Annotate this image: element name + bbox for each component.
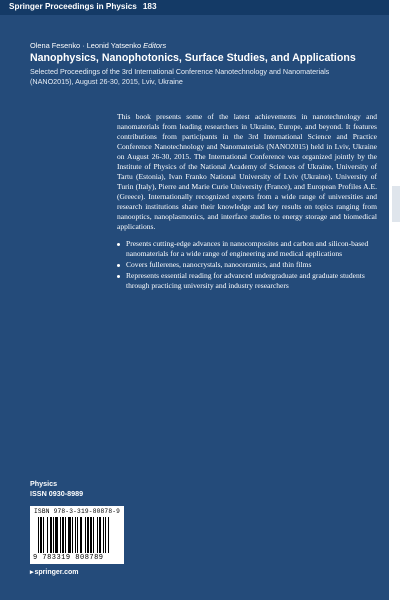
- editor-names: Olena Fesenko · Leonid Yatsenko: [30, 41, 142, 50]
- feature-item: Covers fullerenes, nanocrystals, nanoceramics, and thin films: [117, 260, 377, 270]
- series-number: 183: [142, 2, 157, 11]
- subject-label: Physics: [30, 479, 58, 488]
- issn-label: ISSN 0930-8989: [30, 489, 84, 498]
- website-text: springer.com: [34, 569, 79, 576]
- arrow-right-icon: ▸: [30, 569, 34, 576]
- editors-line: [30, 41, 166, 50]
- subtitle-line-1: Selected Proceedings of the 3rd International Conference Nanotechnology and Nanomaterials: [30, 67, 330, 76]
- book-description: This book presents some of the latest achievements in nanotechnology and nanomaterials from leading researchers in Ukraine, Europe, and beyond. It features contributions from participants in the 3rd International Science and Practice Conference Nanotechnology and Nanomaterials (NANO2015) held in Lviv, Ukraine on August 26-30, 2015. The International Conference was organized jointly by the Institute of Physics of the National Academy of Sciences of Ukraine, University of Tartu (Estonia), Ivan Franko National University of Lviv (Ukraine), University of Turin (Italy), Pierre and Marie Curie University (France), and European Profiles A.E. (Greece). Internationally recognized experts from a wide range of universities and research institutions share their knowledge and key results on topics ranging from nanooptics, nanoplasmonics, and interface studies to energy storage and biomedical applications.: [117, 112, 377, 231]
- series-line: [9, 2, 157, 11]
- website-link[interactable]: [30, 568, 78, 576]
- editors-role: Editors: [143, 41, 167, 50]
- book-title: Nanophysics, Nanophotonics, Surface Studies, and Applications: [30, 52, 356, 64]
- feature-item: Represents essential reading for advanced undergraduate and graduate students through practicing university and industry researchers: [117, 271, 377, 291]
- subtitle-line-2: (NANO2015), August 26-30, 2015, Lviv, Ukraine: [30, 77, 183, 86]
- feature-list: [117, 239, 377, 292]
- ean-number: 9 783319 808789: [33, 554, 104, 562]
- book-subtitle: [30, 67, 370, 87]
- series-name: Springer Proceedings in Physics: [9, 2, 137, 11]
- feature-item: Presents cutting-edge advances in nanocomposites and carbon and silicon-based nanomaterials for a wide range of engineering and medical applications: [117, 239, 377, 259]
- barcode-block: [30, 506, 124, 564]
- isbn-text: ISBN 978-3-319-80878-9: [34, 508, 121, 515]
- page-edge: [389, 0, 400, 600]
- series-bar: [0, 0, 389, 15]
- page-edge-tab: [392, 186, 400, 222]
- barcode-icon: [38, 517, 116, 553]
